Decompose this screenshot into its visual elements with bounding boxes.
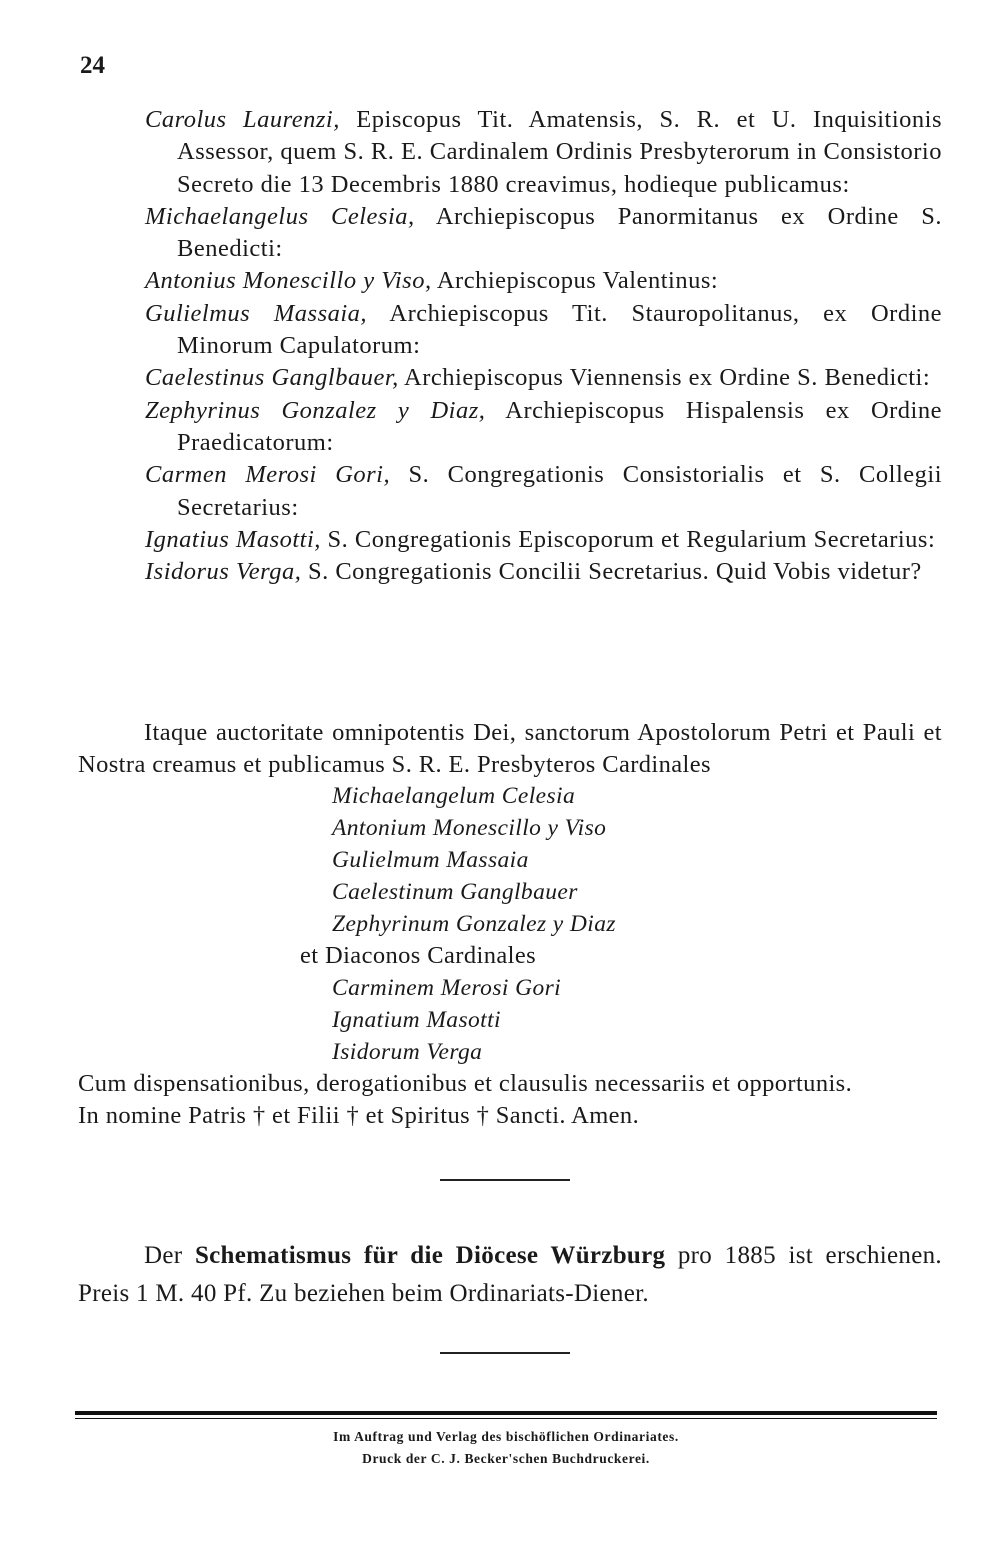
notice-post: pro 1885 ist erschienen. Preis 1 M. 40 Pf. Zu beziehen beim Ordinariats-Diener. — [78, 1242, 942, 1307]
footer-rule-thin — [75, 1418, 937, 1419]
closing-formula — [78, 1068, 942, 1132]
decree-text: Itaque auctoritate omnipotentis Dei, sanctorum Apostolorum Petri et Pauli et Nostra creamus et publicamus S. R. E. Presbyteros Cardinales — [78, 719, 942, 778]
deacon-list — [332, 972, 732, 1068]
page-number: 24 — [80, 52, 105, 79]
publication-notice — [78, 1237, 942, 1313]
list-item: Ignatium Masotti — [332, 1007, 501, 1033]
list-item — [145, 298, 942, 363]
list-item — [145, 556, 942, 588]
cardinal-title: Archiepiscopus Tit. Stauropolitanus, ex Ordine Minorum Capulatorum: — [177, 299, 942, 360]
list-item: Michaelangelum Celesia — [332, 783, 576, 809]
closing-line-1: Cum dispensationibus, derogationibus et clausulis necessariis et opportunis. — [78, 1070, 853, 1097]
cardinal-name: Isidorus Verga, — [145, 558, 302, 586]
deacons-heading: et Diaconos Cardinales — [300, 942, 537, 969]
cardinal-title: Archiepiscopus Panormitanus ex Ordine S. Benedicti: — [177, 202, 942, 263]
cardinal-name: Carmen Merosi Gori, — [145, 461, 391, 489]
list-item: Antonium Monescillo y Viso — [332, 815, 607, 841]
cardinal-title: Archiepiscopus Viennensis ex Ordine S. Benedicti: — [398, 364, 931, 392]
cardinal-title: Episcopus Tit. Amatensis, S. R. et U. Inquisitionis Assessor, quem S. R. E. Cardinalem Ordinis Presbyterorum in Consistorio Secreto die 13 Decembris 1880 creavimus, hodieque publicamus: — [177, 106, 942, 198]
notice-pre: Der — [144, 1242, 195, 1269]
cardinal-name: Antonius Monescillo y Viso, — [145, 267, 432, 295]
cardinal-title: Archiepiscopus Valentinus: — [431, 267, 719, 295]
list-item — [145, 201, 942, 266]
list-item: Isidorum Verga — [332, 1039, 483, 1065]
cardinal-title: S. Congregationis Episcoporum et Regularium Secretarius: — [320, 525, 936, 553]
decree-paragraph — [78, 717, 942, 781]
notice-text — [78, 1237, 942, 1313]
presbyter-list — [332, 780, 732, 940]
notice-title: Schematismus für die Diöcese Würzburg — [194, 1242, 666, 1269]
list-item — [145, 395, 942, 460]
cardinal-name: Caelestinus Ganglbauer, — [145, 364, 399, 392]
list-item — [145, 362, 942, 394]
list-item: Caelestinum Ganglbauer — [332, 879, 578, 905]
list-item — [145, 104, 942, 201]
cardinal-name: Zephyrinus Gonzalez y Diaz, — [145, 396, 486, 424]
list-item — [145, 265, 942, 297]
cardinal-list — [145, 104, 942, 588]
cardinal-name: Gulielmus Massaia, — [145, 299, 368, 327]
separator — [440, 1179, 570, 1181]
imprint — [75, 1426, 937, 1470]
list-item: Carminem Merosi Gori — [332, 975, 562, 1001]
cardinal-name: Michaelangelus Celesia, — [145, 202, 415, 230]
closing-line-2: In nomine Patris † et Filii † et Spiritus † Sancti. Amen. — [78, 1102, 640, 1129]
list-item: Gulielmum Massaia — [332, 847, 529, 873]
footer-rule — [75, 1411, 937, 1415]
imprint-line-1: Im Auftrag und Verlag des bischöflichen Ordinariates. — [333, 1429, 679, 1444]
cardinal-name: Carolus Laurenzi, — [145, 106, 340, 133]
cardinal-name: Ignatius Masotti, — [145, 525, 321, 553]
separator — [440, 1352, 570, 1354]
list-item — [145, 459, 942, 524]
list-item: Zephyrinum Gonzalez y Diaz — [332, 911, 616, 937]
cardinal-title: S. Congregationis Consistorialis et S. Collegii Secretarius: — [177, 461, 943, 521]
imprint-line-2: Druck der C. J. Becker'schen Buchdruckerei. — [362, 1451, 650, 1466]
cardinal-title: Archiepiscopus Hispalensis ex Ordine Praedicatorum: — [177, 396, 942, 456]
cardinal-title: S. Congregationis Concilii Secretarius. Quid Vobis videtur? — [301, 558, 922, 586]
list-item — [145, 524, 942, 556]
